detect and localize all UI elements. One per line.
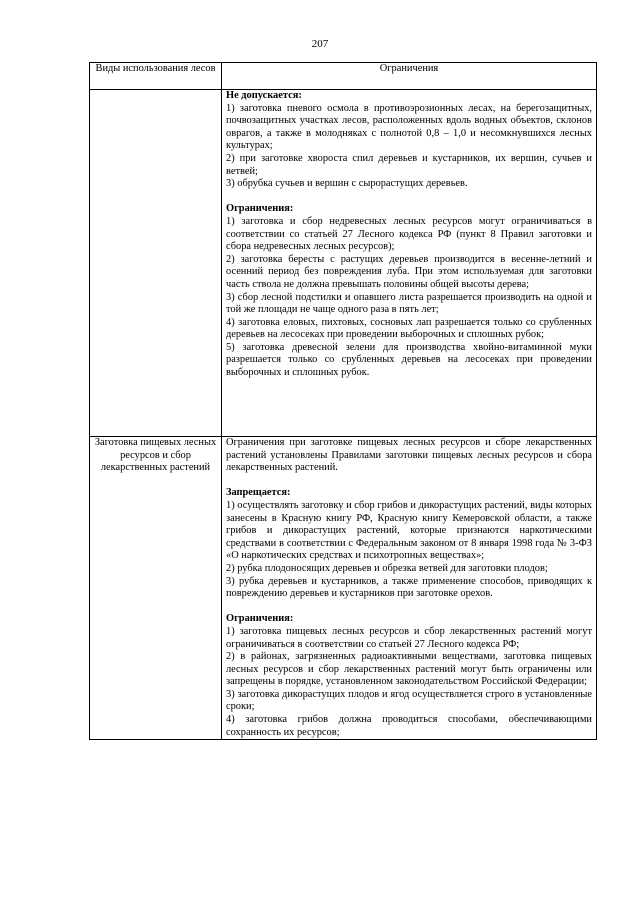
table-row	[90, 90, 597, 437]
column-header-restrictions: Ограничения	[222, 63, 597, 90]
intro-paragraph: Ограничения при заготовке пищевых лесных ресурсов и сборе лекарственных растений установлены Правилами заготовки пищевых лесных ресурсов и сбора лекарственных растений.	[226, 437, 592, 474]
table-header-row	[90, 63, 597, 90]
restrictions-cell	[222, 90, 597, 437]
list-item: 2) заготовка бересты с растущих деревьев производится в весенне-летний и осенний период без повреждения луба. При этом используемая для заготовки часть ствола не должна превышать половины общей высоты дерева;	[226, 253, 592, 290]
table-row	[90, 437, 597, 740]
list-item: 2) рубка плодоносящих деревьев и обрезка ветвей для заготовки плодов;	[226, 562, 548, 574]
list-item: 3) рубка деревьев и кустарников, а также применение способов, приводящих к повреждению деревьев и кустарников при заготовке орехов.	[226, 575, 592, 600]
column-header-forest-use: Виды использования лесов	[90, 63, 222, 90]
section-title-prohibited: Запрещается:	[226, 487, 291, 499]
list-item: 1) заготовка и сбор недревесных лесных ресурсов могут ограничиваться в соответствии со статьей 27 Лесного кодекса РФ (пункт 8 Правил заготовки и сбора недревесных лесных ресурсов);	[226, 215, 592, 253]
list-item: 1) заготовка пищевых лесных ресурсов и сбор лекарственных растений могут ограничиваться в соответствии со статьей 27 Лесного кодекса РФ;	[226, 625, 592, 650]
section-title-restrictions: Ограничения:	[226, 203, 294, 215]
list-item: 1) осуществлять заготовку и сбор грибов и дикорастущих растений, виды которых занесены в Красную книгу РФ, Красную книгу Кемеровской области, а также грибов и дикорастущих растений, которые признаются наркотическими средствами в соответствии с Федеральным законом от 8 января 1998 года № 3-ФЗ «О наркотических средствах и психотропных веществах»;	[226, 499, 592, 562]
section-title-not-allowed: Не допускается:	[226, 90, 302, 101]
list-item: 1) заготовка пневого осмола в противоэрозионных лесах, на берегозащитных, почвозащитных участках лесов, расположенных вдоль водных объектов, склонов оврагов, а также в молодняках с полнотой 0,8 – 1,0 и несомкнувшихся лесных культурах;	[226, 102, 592, 152]
page-number: 207	[311, 38, 329, 50]
list-item: 3) сбор лесной подстилки и опавшего листа разрешается производить на одной и той же площади не чаще одного раза в пять лет;	[226, 291, 592, 316]
section-title-restrictions: Ограничения:	[226, 613, 294, 625]
list-item: 4) заготовка грибов должна проводиться способами, обеспечивающими сохранность их ресурсов;	[226, 714, 592, 738]
list-item: 2) в районах, загрязненных радиоактивными веществами, заготовка пищевых лесных ресурсов и сбор лекарственных растений могут быть ограничены или запрещены в порядке, установленном законодательством Российской Федерации;	[226, 651, 592, 688]
list-item: 3) заготовка дикорастущих плодов и ягод осуществляется строго в установленные сроки;	[226, 688, 592, 713]
list-item: 4) заготовка еловых, пихтовых, сосновых лап разрешается только со срубленных деревьев на лесосеках при проведении выборочных и сплошных рубок;	[226, 316, 592, 341]
forest-use-cell	[90, 90, 222, 437]
list-item: 2) при заготовке хвороста спил деревьев и кустарников, их вершин, сучьев и ветвей;	[226, 152, 592, 177]
restrictions-table	[89, 62, 597, 740]
list-item: 5) заготовка древесной зелени для производства хвойно-витаминной муки разрешается только со срубленных деревьев на лесосеках при проведении выборочных и сплошных рубок.	[226, 341, 592, 379]
forest-use-cell: Заготовка пищевых лесных ресурсов и сбор лекарственных растений	[90, 437, 222, 740]
list-item: 3) обрубка сучьев и вершин с сырорастущих деревьев.	[226, 178, 468, 190]
restrictions-cell	[222, 437, 597, 740]
